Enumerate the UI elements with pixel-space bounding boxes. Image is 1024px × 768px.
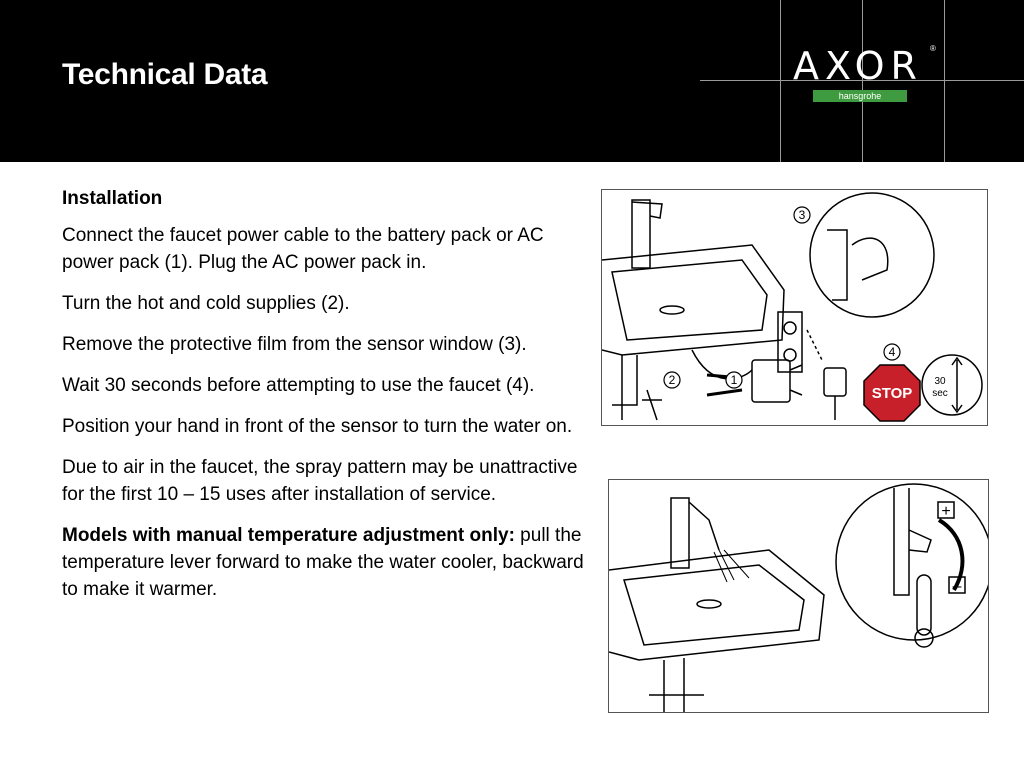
plug-arrow [807,330,822,360]
lever-detail-circle [836,484,988,640]
manual-adjustment-label: Models with manual temperature adjustment only: [62,525,515,546]
sink-bowl [612,260,767,340]
temperature-drawing [609,480,988,712]
faucet-spout [632,202,662,218]
supply-pipes [649,658,704,712]
supply-pipes [612,355,637,420]
faucet-spout [689,502,719,550]
outlet-socket [784,322,796,334]
brand-wordmark: AXOR [793,44,923,88]
sink-outline [609,550,824,660]
timer-value: 30 [934,376,946,387]
instruction-paragraph: Position your hand in front of the sensor to turn the water on. [62,416,573,437]
outlet-socket [784,349,796,361]
supply-valve [642,390,662,420]
timer-unit: sec [932,388,948,399]
instruction-paragraph: Wait 30 seconds before attempting to use the faucet (4). [62,375,535,396]
timer-arrow [952,358,962,412]
faucet-body [632,200,650,268]
thermometer [917,575,931,635]
sink-outline [602,245,784,355]
header-line [944,0,945,162]
instructions-text [62,185,594,617]
battery-pack [752,360,790,402]
instruction-paragraph: Turn the hot and cold supplies (2). [62,293,350,314]
manual-adjustment-text: pull the temperature lever forward to make the water cooler, backward to make it warmer. [62,525,584,600]
ac-adapter [824,368,846,396]
faucet-body [671,498,689,568]
faucet-detail [827,230,847,300]
power-cable [692,350,752,379]
sensor-detail-circle [810,193,934,317]
step-3-label: 3 [798,208,806,222]
manual-adjustment-note [62,522,594,603]
sink-bowl [624,565,804,645]
page-title: Technical Data [62,58,268,91]
stop-text: STOP [871,385,913,402]
header-line [780,0,781,162]
header-bar [0,0,1024,162]
temperature-illustration [608,479,989,713]
minus-label: – [952,578,962,595]
sink-drain [660,306,684,314]
step-1-label: 1 [730,373,738,387]
brand-logo [793,44,938,104]
step-2-label: 2 [668,373,676,387]
battery-detail [790,365,802,395]
installation-illustration [601,189,988,426]
brand-subtitle: hansgrohe [813,90,907,102]
registered-mark: ® [930,44,936,53]
step-4-label: 4 [888,345,896,359]
instruction-paragraph: Remove the protective film from the sensor window (3). [62,334,527,355]
hand-peeling-film [852,238,888,280]
section-heading: Installation [62,188,163,209]
plus-label: + [941,503,951,520]
instruction-paragraph: Due to air in the faucet, the spray pattern may be unattractive for the first 10 – 15 uses after installation of service. [62,457,578,505]
sink-drain [697,600,721,608]
faucet-detail [894,488,909,595]
installation-drawing [602,190,987,425]
temperature-lever [909,530,931,552]
instruction-paragraph: Connect the faucet power cable to the battery pack or AC power pack (1). Plug the AC power pack in. [62,225,544,273]
